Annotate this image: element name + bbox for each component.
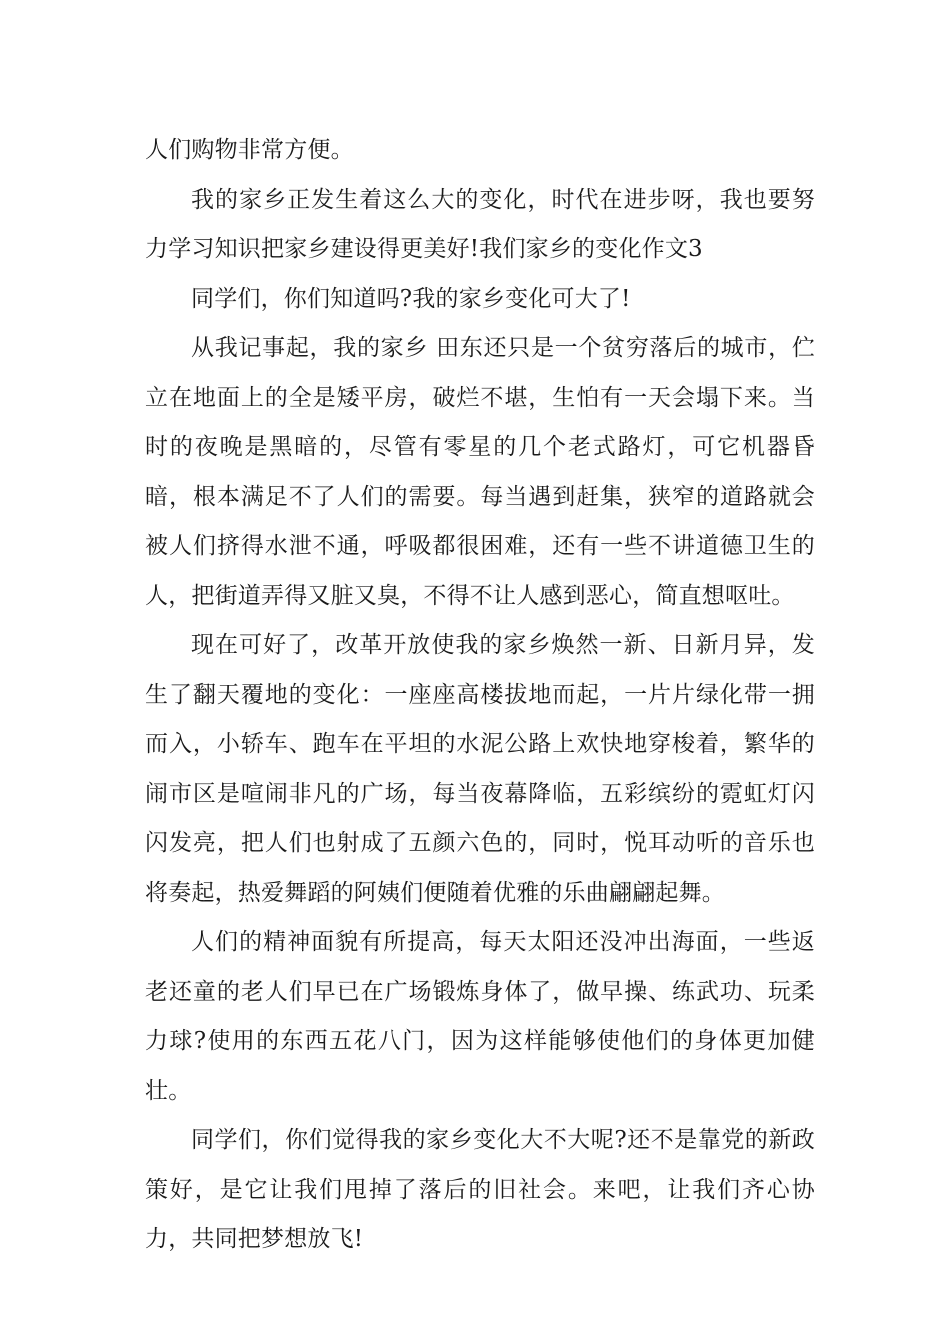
paragraph-7: 同学们，你们觉得我的家乡变化大不大呢?还不是靠党的新政策好，是它让我们甩掉了落后的旧社会。来吧，让我们齐心协力，共同把梦想放飞! — [145, 1127, 815, 1252]
paragraph-1: 人们购物非常方便。 — [145, 137, 354, 163]
paragraph-5: 现在可好了，改革开放使我的家乡焕然一新、日新月异，发生了翻天覆地的变化：一座座高楼拔地而起，一片片绿化带一拥而入，小轿车、跑车在平坦的水泥公路上欢快地穿梭着，繁华的闹市区是喧闹非凡的广场，每当夜幕降临，五彩缤纷的霓虹灯闪闪发亮，把人们也射成了五颜六色的，同时，悦耳动听的音乐也将奏起，热爱舞蹈的阿姨们便随着优雅的乐曲翩翩起舞。 — [145, 632, 815, 906]
paragraph-3: 同学们，你们知道吗?我的家乡变化可大了! — [191, 285, 631, 312]
paragraph-4: 从我记事起，我的家乡 田东还只是一个贫穷落后的城市，伫立在地面上的全是矮平房，破烂不堪，生怕有一天会塌下来。当时的夜晚是黑暗的，尽管有零星的几个老式路灯，可它机器昏暗，根本满足不了人们的需要。每当遇到赶集，狭窄的道路就会被人们挤得水泄不通，呼吸都很困难，还有一些不讲道德卫生的人，把街道弄得又脏又臭，不得不让人感到恶心，简直想呕吐。 — [145, 335, 815, 609]
document-body — [145, 126, 815, 1265]
paragraph-6: 人们的精神面貌有所提高，每天太阳还没冲出海面，一些返老还童的老人们早已在广场锻炼身体了，做早操、练武功、玩柔力球?使用的东西五花八门，因为这样能够使他们的身体更加健壮。 — [145, 929, 815, 1104]
paragraph-2: 我的家乡正发生着这么大的变化，时代在进步呀，我也要努力学习知识把家乡建设得更美好!我们家乡的变化作文3 — [145, 186, 815, 262]
